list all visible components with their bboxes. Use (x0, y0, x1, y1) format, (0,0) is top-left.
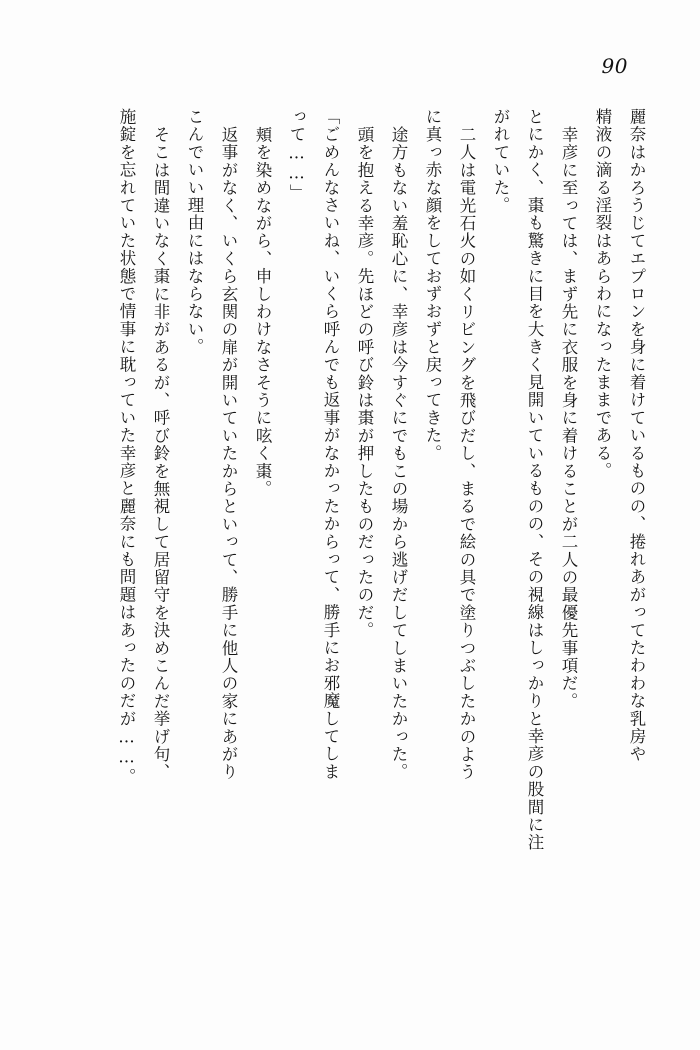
text-line: 途方もない羞恥心に、幸彦は今すぐにでもこの場から逃げだしてしまいたかった。 (389, 126, 408, 781)
text-line: 返事がなく、いくら玄関の扉が開いていたからといって、勝手に他人の家にあがり (219, 126, 238, 781)
text-line: がれていた。 (491, 108, 510, 215)
text-line: 麗奈はかろうじてエプロンを身に着けているものの、捲れあがってたわわな乳房や (627, 108, 646, 763)
text-line: とにかく、棗も驚きに目を大きく見開いているものの、その視線はしっかりと幸彦の股間に注 (525, 108, 544, 852)
text-line: こんでいい理由にはならない。 (185, 108, 204, 356)
text-line: 幸彦に至っては、まず先に衣服を身に着けることが二人の最優先事項だ。 (559, 126, 578, 711)
page-number: 90 (601, 54, 628, 78)
text-line: に真っ赤な顔をしておずおずと戻ってきた。 (423, 108, 442, 462)
text-line: 頭を抱える幸彦。先ほどの呼び鈴は棗が押したものだったのだ。 (355, 126, 374, 640)
text-line: 「ごめんなさいね、いくら呼んでも返事がなかったからって、勝手にお邪魔してしま (321, 108, 340, 781)
text-line: 施錠を忘れていた状態で情事に耽っていた幸彦と麗奈にも問題はあったのだが……。 (117, 108, 136, 786)
text-line: 精液の滴る淫裂はあらわになったままである。 (593, 108, 612, 480)
text-line: って……」 (287, 108, 306, 202)
text-line: 二人は電光石火の如くリビングを飛びだし、まるで絵の具で塗りつぶしたかのよう (457, 126, 476, 781)
text-line: 頬を染めながら、申しわけなさそうに呟く棗。 (253, 126, 272, 498)
novel-body-text (58, 108, 644, 938)
text-line: そこは間違いなく棗に非があるが、呼び鈴を無視して居留守を決めこんだ挙げ句、 (151, 126, 170, 781)
